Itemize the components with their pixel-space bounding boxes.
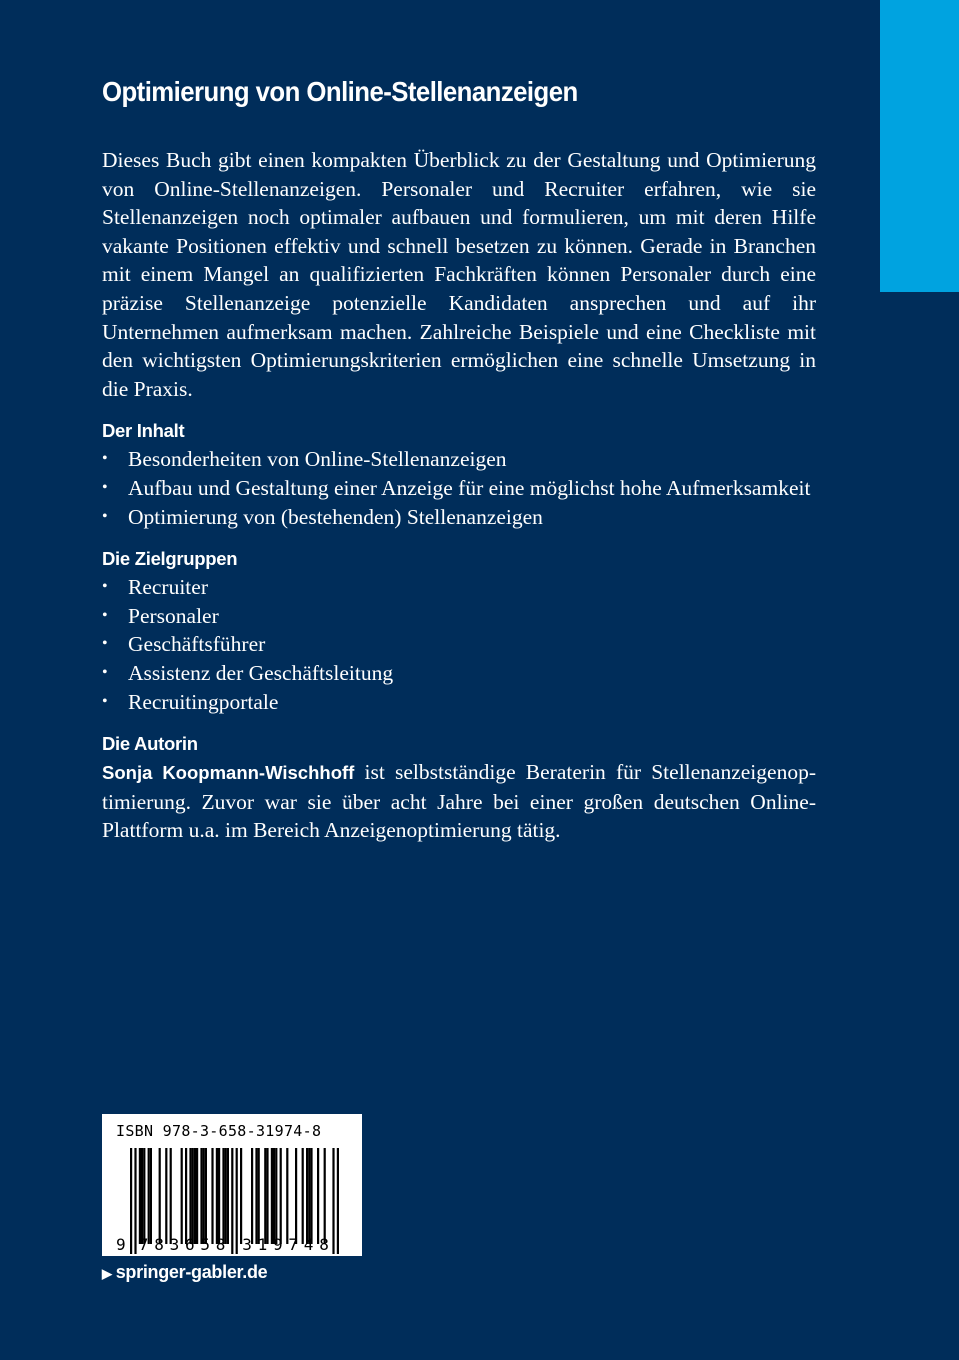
contents-item: • Aufbau und Gestaltung einer Anzeige für eine möglichst hohe Aufmerksamkeit: [102, 474, 816, 503]
publisher-link[interactable]: [102, 1262, 267, 1283]
barcode-bar: [324, 1148, 326, 1244]
barcode-bar: [275, 1148, 277, 1244]
barcode-bar: [139, 1148, 141, 1244]
barcode-bar: [194, 1148, 196, 1244]
barcode-digit: 7: [288, 1235, 299, 1254]
barcode-bar: [258, 1148, 260, 1244]
isbn-barcode: [102, 1114, 362, 1256]
barcode-bar: [308, 1148, 310, 1244]
barcode-bar: [302, 1148, 304, 1244]
barcode-digit: 8: [215, 1235, 226, 1254]
author-bio: ist selbstständige Beraterin für Stellenanzeigenoptimierung. Zuvor war sie über acht Jahre bei einer großen deutschen Online-Plattform u.a. im Bereich Anzeigenoptimierung tätig.: [102, 760, 816, 843]
barcode-bar: [286, 1148, 288, 1244]
contents-item: • Besonderheiten von Online-Stellenanzeigen: [102, 445, 816, 474]
barcode-bar: [227, 1148, 229, 1244]
barcode-bar: [240, 1148, 242, 1244]
audience-item: • Personaler: [102, 602, 816, 631]
author-name: Sonja Koopmann-Wischhoff: [102, 762, 355, 784]
barcode-bar: [271, 1148, 273, 1244]
barcode-digit: 1: [257, 1235, 268, 1254]
audience-heading: Die Zielgruppen: [102, 548, 238, 570]
contents-section: [102, 417, 816, 531]
barcode-digit: 4: [303, 1235, 314, 1254]
audience-item: • Assistenz der Geschäftsleitung: [102, 659, 816, 688]
barcode-digit: 5: [200, 1235, 211, 1254]
barcode-bar: [306, 1148, 308, 1244]
barcode-bar: [337, 1148, 339, 1254]
barcode-bar: [231, 1148, 233, 1254]
barcode-bar: [225, 1148, 227, 1244]
barcode-bar: [150, 1148, 152, 1244]
audience-item: • Geschäftsführer: [102, 630, 816, 659]
barcode-bar: [159, 1148, 161, 1244]
barcode-bar: [189, 1148, 191, 1244]
barcode-bar: [211, 1148, 213, 1244]
audience-section: [102, 545, 816, 716]
isbn-label: ISBN 978-3-658-31974-8: [116, 1122, 322, 1140]
barcode-bar: [317, 1148, 319, 1244]
barcode-digit: 3: [169, 1235, 180, 1254]
contents-list: [102, 445, 816, 531]
barcode-bar: [200, 1148, 202, 1244]
barcode-bar: [205, 1148, 207, 1244]
barcode-bar: [143, 1148, 145, 1244]
barcode-digit: 6: [185, 1235, 195, 1254]
barcode-bar: [295, 1148, 297, 1244]
barcode-bar: [273, 1148, 275, 1244]
barcode-graphic: [102, 1114, 362, 1256]
barcode-bar: [255, 1148, 257, 1244]
barcode-digit: 8: [154, 1235, 164, 1254]
accent-bar: [880, 0, 959, 292]
barcode-bar: [148, 1148, 150, 1244]
audience-item: • Recruitingportale: [102, 688, 816, 717]
publisher-url: springer-gabler.de: [115, 1262, 268, 1282]
author-section: [102, 730, 816, 845]
barcode-digit: 9: [116, 1235, 126, 1254]
barcode-bar: [141, 1148, 143, 1244]
cover-text: [102, 72, 816, 845]
barcode-bar: [134, 1148, 136, 1254]
barcode-bar: [203, 1148, 205, 1244]
audience-item: • Recruiter: [102, 573, 816, 602]
barcode-bar: [218, 1148, 220, 1244]
author-heading: Die Autorin: [102, 733, 198, 755]
book-description: Dieses Buch gibt einen kompakten Überblick zu der Gestaltung und Optimierung von Online-Stellenanzeigen. Personaler und Recruiter erfahren, wie sie Stellenanzeigen noch optimaler aufbauen und formulieren, um mit deren Hilfe vakante Positionen effektiv und schnell besetzen zu können. Gerade in Branchen mit einem Mangel an qualifizierten Fachkräften können Personaler durch eine präzise Stellenanzeige potenzielle Kandidaten ansprechen und auf ihr Unternehmen aufmerksam machen. Zahlreiche Beispiele und eine Checkliste mit den wichtigsten Optimierungskriterien ermöglichen eine schnelle Umsetzung in die Praxis.: [102, 148, 816, 401]
play-arrow-icon: ▶: [102, 1266, 112, 1281]
barcode-bar: [130, 1148, 132, 1254]
contents-heading: Der Inhalt: [102, 420, 185, 442]
barcode-bar: [332, 1148, 334, 1254]
barcode-bar: [264, 1148, 266, 1244]
barcode-digit: 3: [242, 1235, 252, 1254]
barcode-bar: [216, 1148, 218, 1244]
barcode-bar: [251, 1148, 253, 1244]
barcode-bar: [310, 1148, 312, 1244]
barcode-bar: [222, 1148, 224, 1244]
barcode-digit: 9: [273, 1235, 283, 1254]
barcode-bar: [236, 1148, 238, 1254]
barcode-bar: [280, 1148, 282, 1244]
audience-list: [102, 573, 816, 716]
barcode-bar: [170, 1148, 172, 1244]
barcode-bar: [165, 1148, 167, 1244]
barcode-bar: [192, 1148, 194, 1244]
barcode-digit: 7: [138, 1235, 149, 1254]
contents-item: • Optimierung von (bestehenden) Stellenanzeigen: [102, 503, 816, 532]
barcode-bar: [196, 1148, 198, 1244]
barcode-digit: 8: [319, 1235, 329, 1254]
barcode-bar: [185, 1148, 187, 1244]
barcode-bar: [266, 1148, 268, 1244]
book-title: Optimierung von Online-Stellenanzeigen: [102, 76, 578, 107]
author-bio-paragraph: [102, 758, 816, 845]
barcode-bar: [181, 1148, 183, 1244]
